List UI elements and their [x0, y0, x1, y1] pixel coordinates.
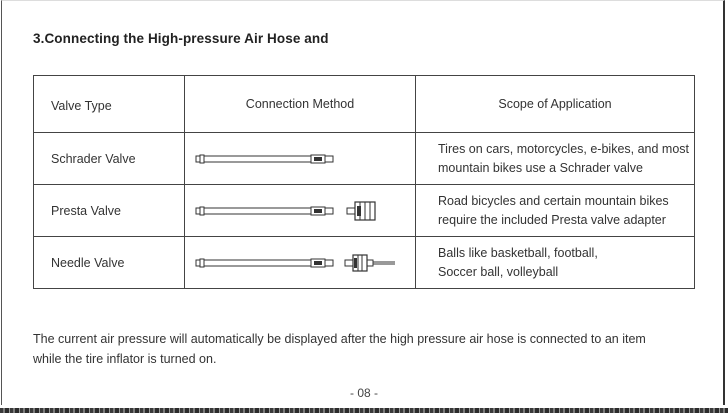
table-row [34, 133, 695, 185]
scope-line: Soccer ball, volleyball [438, 264, 559, 279]
footer-line: while the tire inflator is turned on. [33, 352, 217, 366]
header-connection-method: Connection Method [185, 76, 416, 133]
scope-line: Tires on cars, motorcycles, e-bikes, and most [438, 141, 690, 156]
valve-type-cell: Needle Valve [34, 237, 185, 289]
hose-icon [195, 152, 345, 166]
section-title: 3.Connecting the High-pressure Air Hose and [33, 31, 329, 46]
valve-type-cell: Presta Valve [34, 185, 185, 237]
table-row [34, 237, 695, 289]
table-header-row [34, 76, 695, 133]
scope-line: mountain bikes use a Schrader valve [438, 160, 643, 175]
connection-method-cell [185, 133, 416, 185]
scope-line: require the included Presta valve adapter [438, 212, 666, 227]
header-valve-type: Valve Type [34, 76, 185, 133]
hose-with-needle-adapter-icon [195, 252, 405, 274]
valve-type-cell: Schrader Valve [34, 133, 185, 185]
connection-method-cell [185, 185, 416, 237]
header-scope-of-application: Scope of Application [416, 76, 695, 133]
footer-line: The current air pressure will automatically be displayed after the high pressure air hose is connected to an item [33, 332, 646, 346]
footer-text [33, 329, 703, 369]
scope-cell [416, 185, 695, 237]
hose-with-presta-adapter-icon [195, 200, 395, 222]
table-row [34, 185, 695, 237]
scope-cell [416, 133, 695, 185]
scope-cell [416, 237, 695, 289]
bottom-border-strip [0, 408, 728, 413]
scope-line: Balls like basketball, football, [438, 245, 598, 260]
page-number: - 08 - [349, 386, 378, 400]
connection-method-cell [185, 237, 416, 289]
valve-table [33, 75, 695, 289]
scope-line: Road bicycles and certain mountain bikes [438, 193, 669, 208]
